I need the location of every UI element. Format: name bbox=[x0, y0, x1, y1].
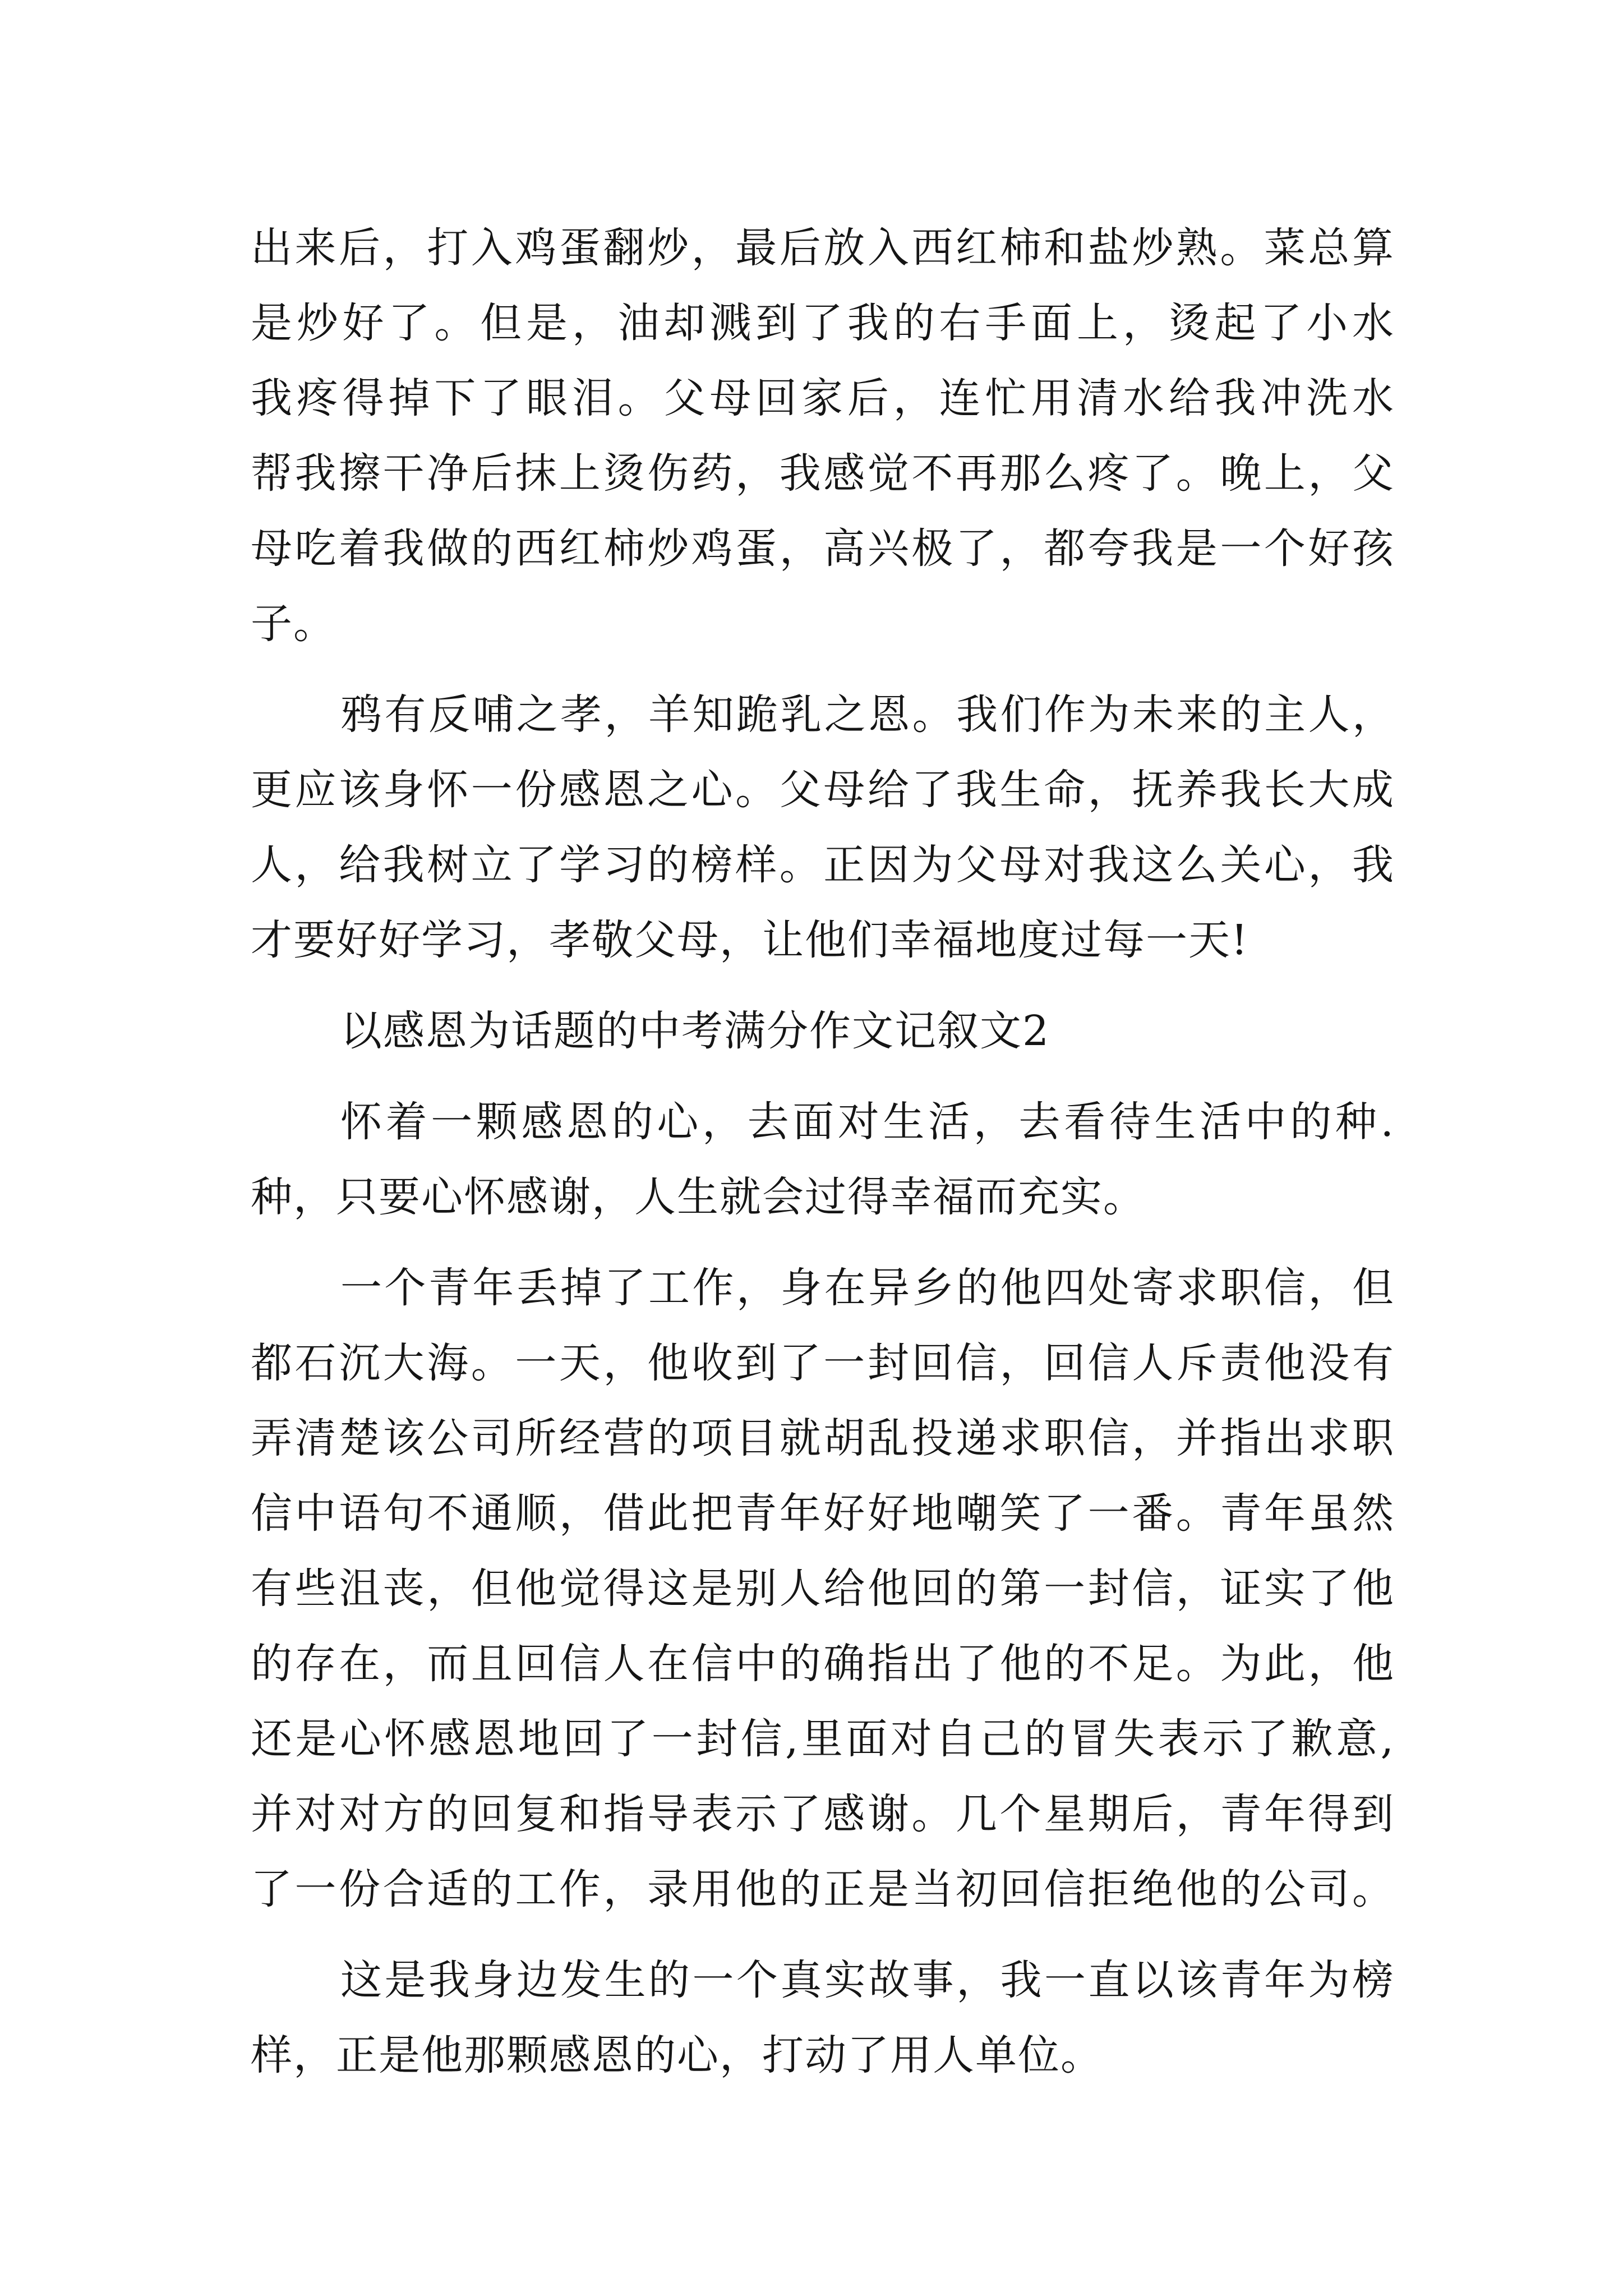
paragraph bbox=[251, 1250, 1395, 1927]
text-line: 并对对方的回复和指导表示了感谢。几个星期后，青年得到 bbox=[251, 1790, 1395, 1838]
text-line: 了一份合适的工作，录用他的正是当初回信拒绝他的公司。 bbox=[251, 1865, 1395, 1913]
text-line: 鸦有反哺之孝，羊知跪乳之恩。我们作为未来的主人， bbox=[340, 691, 1395, 739]
text-line: 还是心怀感恩地回了一封信,里面对自己的冒失表示了歉意, bbox=[251, 1715, 1395, 1763]
text-line: 怀着一颗感恩的心，去面对生活，去看待生活中的种. bbox=[340, 1098, 1395, 1146]
section-heading bbox=[251, 993, 1395, 1069]
text-line: 样，正是他那颗感恩的心，打动了用人单位。 bbox=[251, 2031, 1103, 2079]
paragraph bbox=[251, 677, 1395, 978]
text-line: 信中语句不通顺，借此把青年好好地嘲笑了一番。青年虽然 bbox=[251, 1489, 1395, 1538]
heading-line: 以感恩为话题的中考满分作文记叙文2 bbox=[340, 1007, 1050, 1055]
paragraph bbox=[251, 1084, 1395, 1235]
text-line: 我疼得掉下了眼泪。父母回家后，连忙用清水给我冲洗水 bbox=[251, 374, 1395, 422]
text-line: 人，给我树立了学习的榜样。正因为父母对我这么关心，我 bbox=[251, 841, 1395, 889]
text-line: 才要好好学习，孝敬父母，让他们幸福地度过每一天! bbox=[251, 916, 1249, 964]
text-line: 弄清楚该公司所经营的项目就胡乱投递求职信，并指出求职 bbox=[251, 1414, 1395, 1462]
text-line: 种，只要心怀感谢，人生就会过得幸福而充实。 bbox=[251, 1173, 1146, 1221]
text-line: 都石沉大海。一天，他收到了一封回信，回信人斥责他没有 bbox=[251, 1339, 1395, 1387]
text-line: 的存在，而且回信人在信中的确指出了他的不足。为此，他 bbox=[251, 1640, 1395, 1688]
document-body bbox=[251, 210, 1395, 2093]
text-line: 是炒好了。但是，油却溅到了我的右手面上，烫起了小水 bbox=[251, 299, 1395, 347]
text-line: 更应该身怀一份感恩之心。父母给了我生命，抚养我长大成 bbox=[251, 766, 1395, 814]
paragraph bbox=[251, 1943, 1395, 2093]
text-line: 有些沮丧，但他觉得这是别人给他回的第一封信，证实了他 bbox=[251, 1565, 1395, 1613]
text-line: 子。 bbox=[251, 600, 336, 648]
text-line: 这是我身边发生的一个真实故事，我一直以该青年为榜 bbox=[340, 1956, 1395, 2004]
text-line: 母吃着我做的西红柿炒鸡蛋，高兴极了，都夸我是一个好孩 bbox=[251, 524, 1395, 573]
text-line: 一个青年丢掉了工作，身在异乡的他四处寄求职信，但 bbox=[340, 1264, 1395, 1312]
text-line: 出来后，打入鸡蛋翻炒，最后放入西红柿和盐炒熟。菜总算 bbox=[251, 224, 1395, 272]
text-line: 帮我擦干净后抹上烫伤药，我感觉不再那么疼了。晚上，父 bbox=[251, 449, 1395, 498]
paragraph bbox=[251, 210, 1395, 661]
